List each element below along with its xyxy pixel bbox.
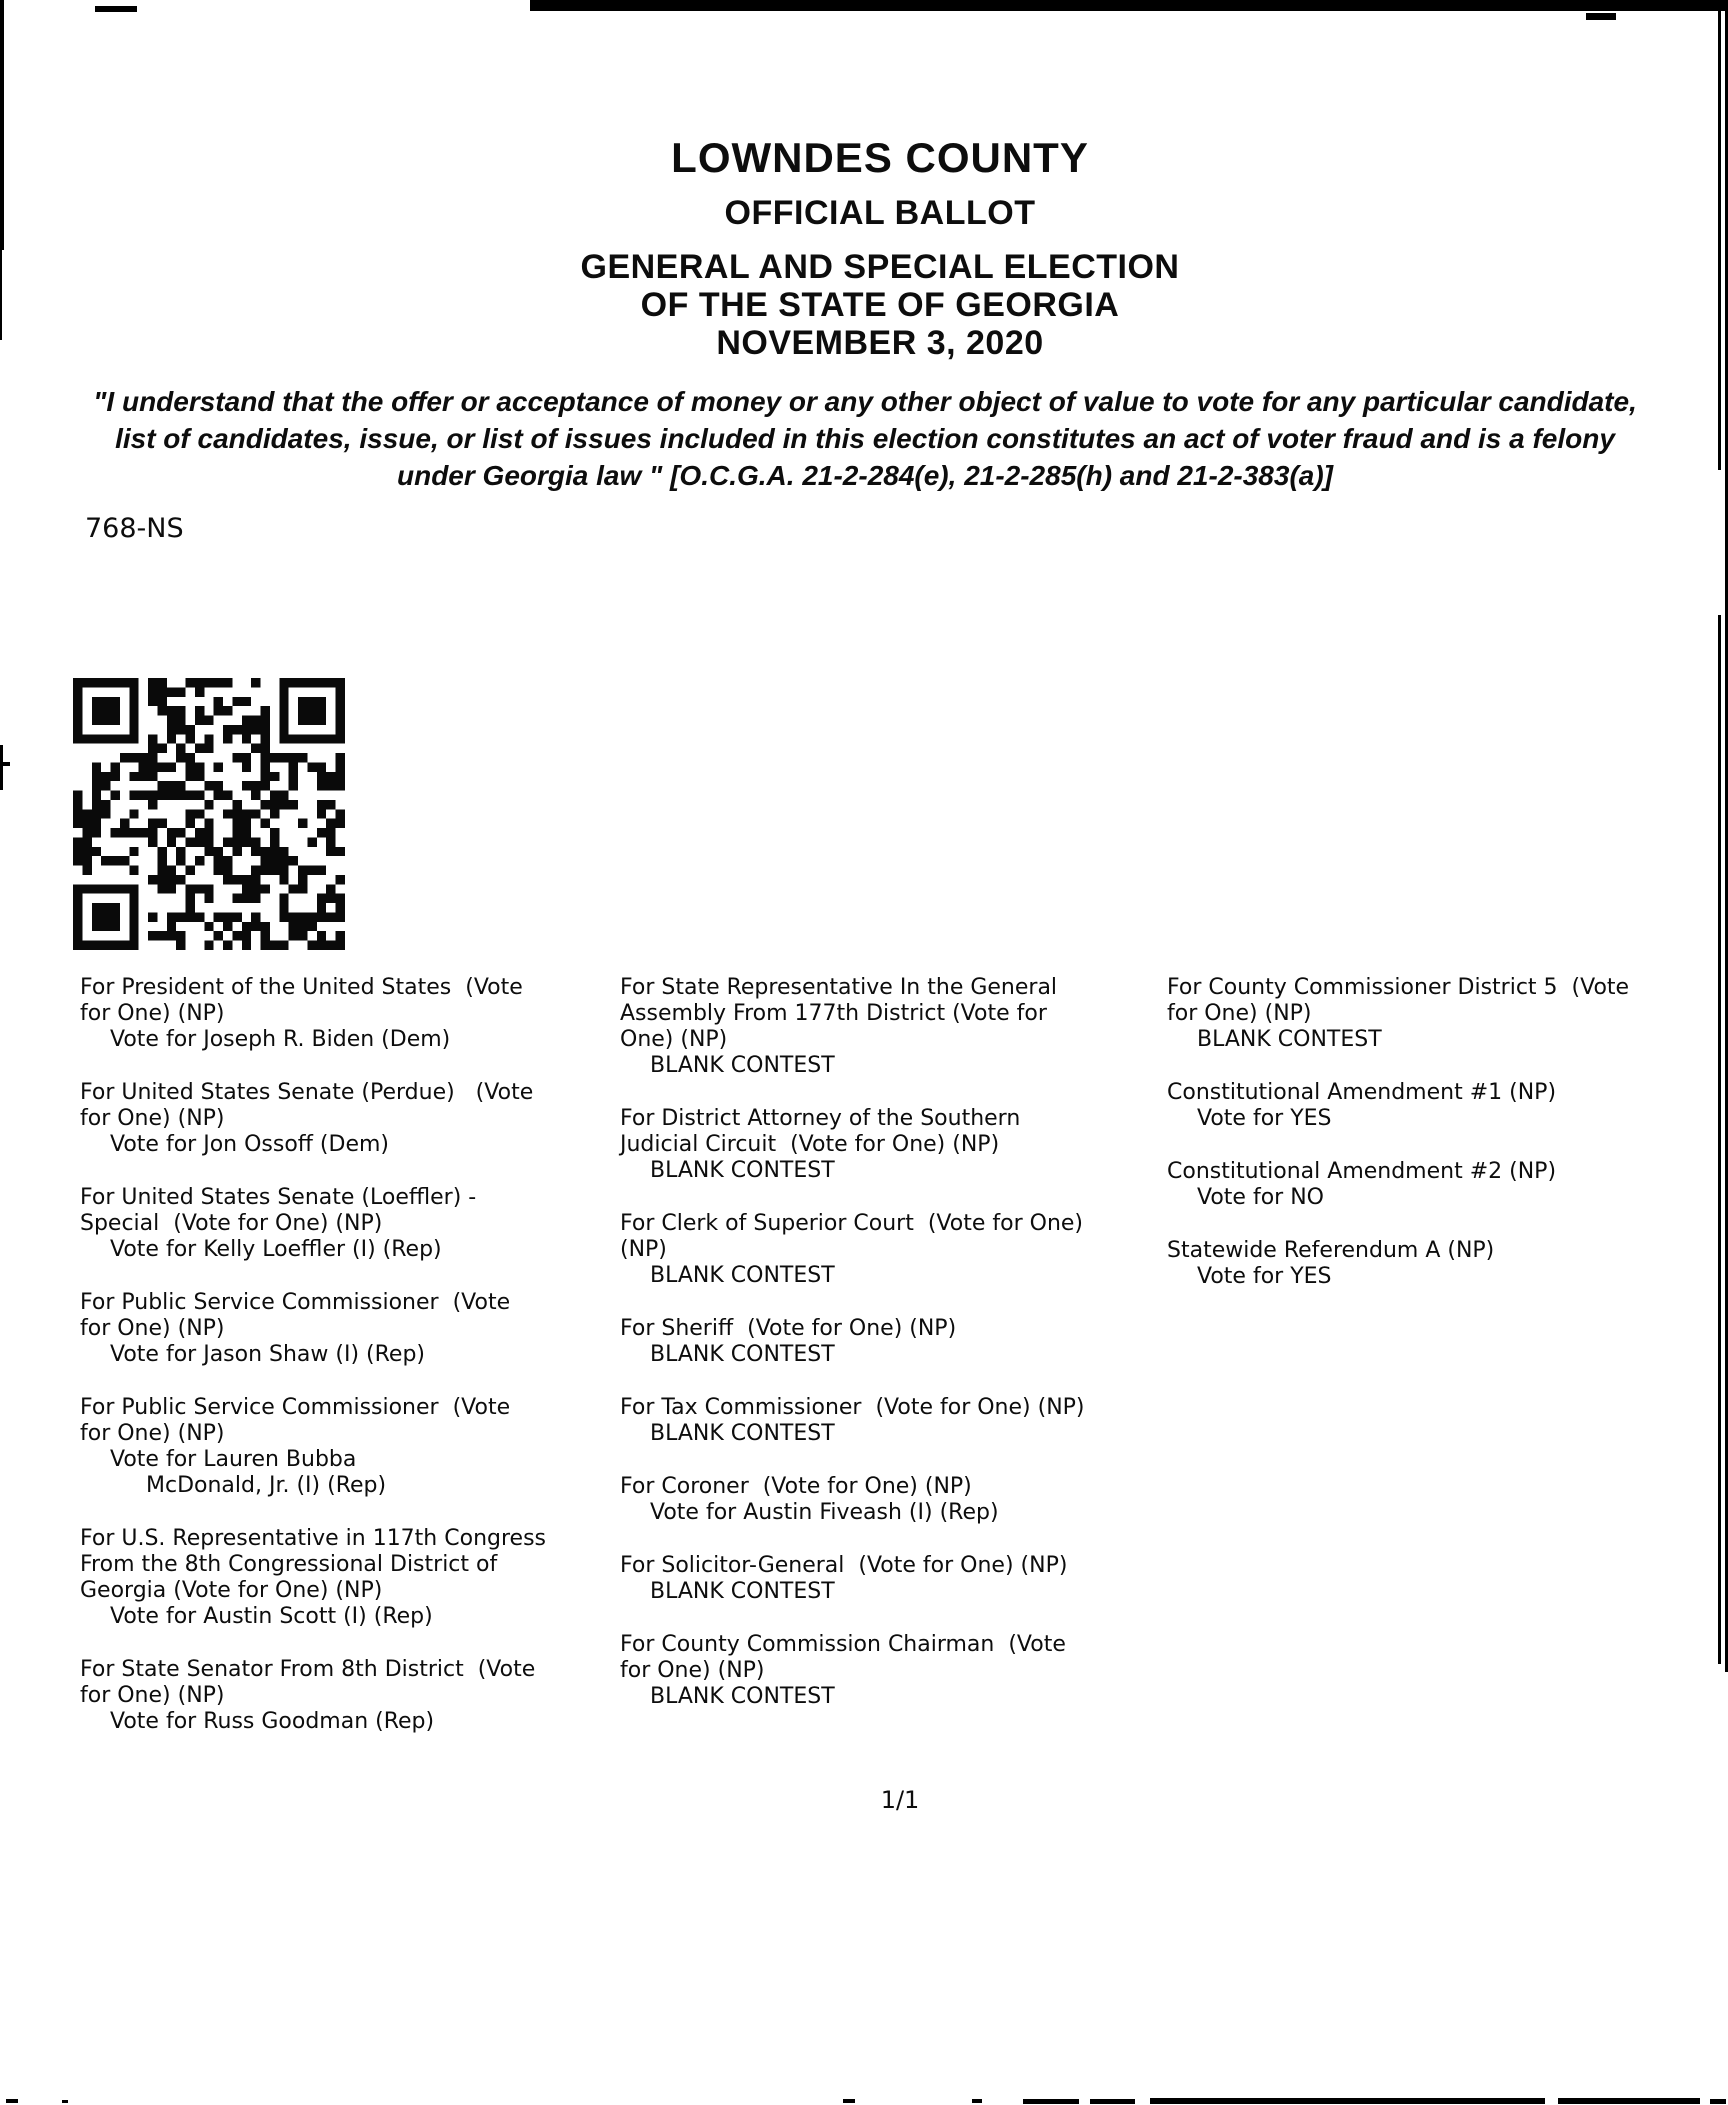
scan-artifact-bottom-dot	[843, 2099, 855, 2103]
contest-title-line: for One) (NP)	[80, 1683, 225, 1708]
contest-vote-line: Vote for Austin Fiveash (I) (Rep)	[650, 1500, 999, 1525]
contest-column-3	[1167, 975, 1728, 1317]
contest-vote-line: BLANK CONTEST	[650, 1158, 835, 1183]
contest-title-line: (NP)	[620, 1237, 667, 1262]
scan-artifact-bottom-dot	[972, 2099, 982, 2103]
scan-artifact-bottom-dash	[1023, 2099, 1079, 2104]
scan-artifact-bottom-dot	[6, 2099, 18, 2103]
contest-vote-line: Vote for Kelly Loeffler (I) (Rep)	[110, 1237, 442, 1262]
contest	[1167, 1238, 1728, 1290]
contest-title-line: For U.S. Representative in 117th Congress	[80, 1526, 546, 1551]
contest-title-line: for One) (NP)	[80, 1421, 225, 1446]
contest-vote-line: McDonald, Jr. (I) (Rep)	[146, 1473, 387, 1498]
contest-vote-line: Vote for Jon Ossoff (Dem)	[110, 1132, 390, 1157]
contest-vote-line: Vote for NO	[1197, 1185, 1324, 1210]
scan-artifact-top-tick	[1586, 13, 1616, 20]
voter-fraud-disclaimer	[60, 383, 1670, 494]
contest-title-line: Statewide Referendum A (NP)	[1167, 1238, 1495, 1263]
contest	[620, 1106, 1165, 1184]
contest	[1167, 975, 1728, 1053]
disclaimer-line3: under Georgia law " [O.C.G.A. 21-2-284(e), 21-2-285(h) and 21-2-383(a)]	[397, 460, 1333, 491]
county-title: LOWNDES COUNTY	[671, 134, 1089, 181]
contest	[80, 1185, 620, 1263]
contest-title-line: Special (Vote for One) (NP)	[80, 1211, 383, 1236]
contest	[620, 1316, 1165, 1368]
contest-title-line: For Tax Commissioner (Vote for One) (NP)	[620, 1395, 1085, 1420]
contest-title-line: For State Representative In the General	[620, 975, 1058, 1000]
election-title-line1: GENERAL AND SPECIAL ELECTION	[580, 248, 1180, 286]
scan-artifact-top-band	[530, 0, 1728, 11]
contest	[80, 1526, 620, 1630]
ballot-type-title: OFFICIAL BALLOT	[724, 194, 1036, 232]
contest-vote-line: Vote for Russ Goodman (Rep)	[110, 1709, 435, 1734]
contest-title-line: For Sheriff (Vote for One) (NP)	[620, 1316, 957, 1341]
contest-vote-line: Vote for Lauren Bubba	[110, 1447, 357, 1472]
contest-column-2	[620, 975, 1165, 1737]
contest	[80, 1657, 620, 1735]
contest	[620, 1632, 1165, 1710]
contest-vote-line: Vote for Austin Scott (I) (Rep)	[110, 1604, 433, 1629]
contest-title-line: for One) (NP)	[80, 1316, 225, 1341]
disclaimer-line2: list of candidates, issue, or list of issues included in this election constitutes an act of voter fraud and is a felony	[115, 423, 1615, 454]
contest-title-line: For District Attorney of the Southern	[620, 1106, 1021, 1131]
contest-vote-line: Vote for Joseph R. Biden (Dem)	[110, 1027, 451, 1052]
contest	[620, 1474, 1165, 1526]
contest-vote-line: BLANK CONTEST	[650, 1421, 835, 1446]
ballot-qr-code	[73, 678, 345, 950]
contest	[1167, 1159, 1728, 1211]
contest	[620, 1395, 1165, 1447]
contest-title-line: For Coroner (Vote for One) (NP)	[620, 1474, 972, 1499]
contest	[620, 975, 1165, 1079]
contest-title-line: For Clerk of Superior Court (Vote for One)	[620, 1211, 1083, 1236]
contest-title-line: Judicial Circuit (Vote for One) (NP)	[620, 1132, 1000, 1157]
scan-artifact-left-bar	[0, 0, 4, 250]
contest-title-line: For United States Senate (Perdue) (Vote	[80, 1080, 534, 1105]
ballot-style-code: 768-NS	[85, 513, 184, 544]
contest-vote-line: BLANK CONTEST	[650, 1053, 835, 1078]
contest-title-line: For County Commissioner District 5 (Vote	[1167, 975, 1630, 1000]
contest-title-line: Constitutional Amendment #1 (NP)	[1167, 1080, 1557, 1105]
contest-title-line: For United States Senate (Loeffler) -	[80, 1185, 477, 1210]
contest-vote-line: BLANK CONTEST	[650, 1684, 835, 1709]
contest-title-line: For Public Service Commissioner (Vote	[80, 1395, 511, 1420]
scan-artifact-bottom-dot	[62, 2100, 68, 2103]
contest-vote-line: BLANK CONTEST	[1197, 1027, 1382, 1052]
contest-title-line: For County Commission Chairman (Vote	[620, 1632, 1066, 1657]
contest	[80, 1395, 620, 1499]
contest-vote-line: Vote for YES	[1197, 1106, 1332, 1131]
contest-title-line: One) (NP)	[620, 1027, 728, 1052]
scan-artifact-top-dash	[95, 6, 137, 12]
contest-column-1	[80, 975, 620, 1762]
page-number: 1/1	[880, 1786, 920, 1814]
contest-title-line: for One) (NP)	[80, 1001, 225, 1026]
contest-title-line: For President of the United States (Vote	[80, 975, 523, 1000]
contest	[1167, 1080, 1728, 1132]
scan-artifact-left-mark	[0, 745, 3, 790]
contest-title-line: Constitutional Amendment #2 (NP)	[1167, 1159, 1557, 1184]
contest-title-line: For Solicitor-General (Vote for One) (NP)	[620, 1553, 1068, 1578]
contest	[620, 1553, 1165, 1605]
election-date: NOVEMBER 3, 2020	[716, 324, 1044, 362]
contest-title-line: for One) (NP)	[1167, 1001, 1312, 1026]
contest-title-line: for One) (NP)	[80, 1106, 225, 1131]
contest	[620, 1211, 1165, 1289]
contest-vote-line: BLANK CONTEST	[650, 1579, 835, 1604]
election-title-line2: OF THE STATE OF GEORGIA	[640, 286, 1120, 324]
contest-vote-line: BLANK CONTEST	[650, 1263, 835, 1288]
contest-title-line: For Public Service Commissioner (Vote	[80, 1290, 511, 1315]
contest-vote-line: BLANK CONTEST	[650, 1342, 835, 1367]
contest	[80, 975, 620, 1053]
contest-title-line: From the 8th Congressional District of	[80, 1552, 498, 1577]
scan-artifact-bottom-dash	[1710, 2099, 1726, 2104]
scan-artifact-bottom-dash	[1090, 2099, 1135, 2104]
contest-title-line: For State Senator From 8th District (Vote	[80, 1657, 536, 1682]
contest-title-line: for One) (NP)	[620, 1658, 765, 1683]
contest	[80, 1080, 620, 1158]
disclaimer-line1: "I understand that the offer or acceptance of money or any other object of value to vote for any particular candidate,	[93, 386, 1637, 417]
contest	[80, 1290, 620, 1368]
scan-artifact-left-bar-thin	[0, 250, 2, 340]
contest-vote-line: Vote for YES	[1197, 1264, 1332, 1289]
scan-artifact-bottom-line	[1150, 2098, 1545, 2104]
contest-vote-line: Vote for Jason Shaw (I) (Rep)	[110, 1342, 426, 1367]
contest-title-line: Assembly From 177th District (Vote for	[620, 1001, 1047, 1026]
scan-artifact-right-bar-inner	[1718, 0, 1721, 470]
election-title	[30, 248, 1728, 362]
contest-title-line: Georgia (Vote for One) (NP)	[80, 1578, 383, 1603]
scan-artifact-bottom-line	[1558, 2098, 1700, 2104]
scan-artifact-left-tick	[0, 762, 10, 766]
